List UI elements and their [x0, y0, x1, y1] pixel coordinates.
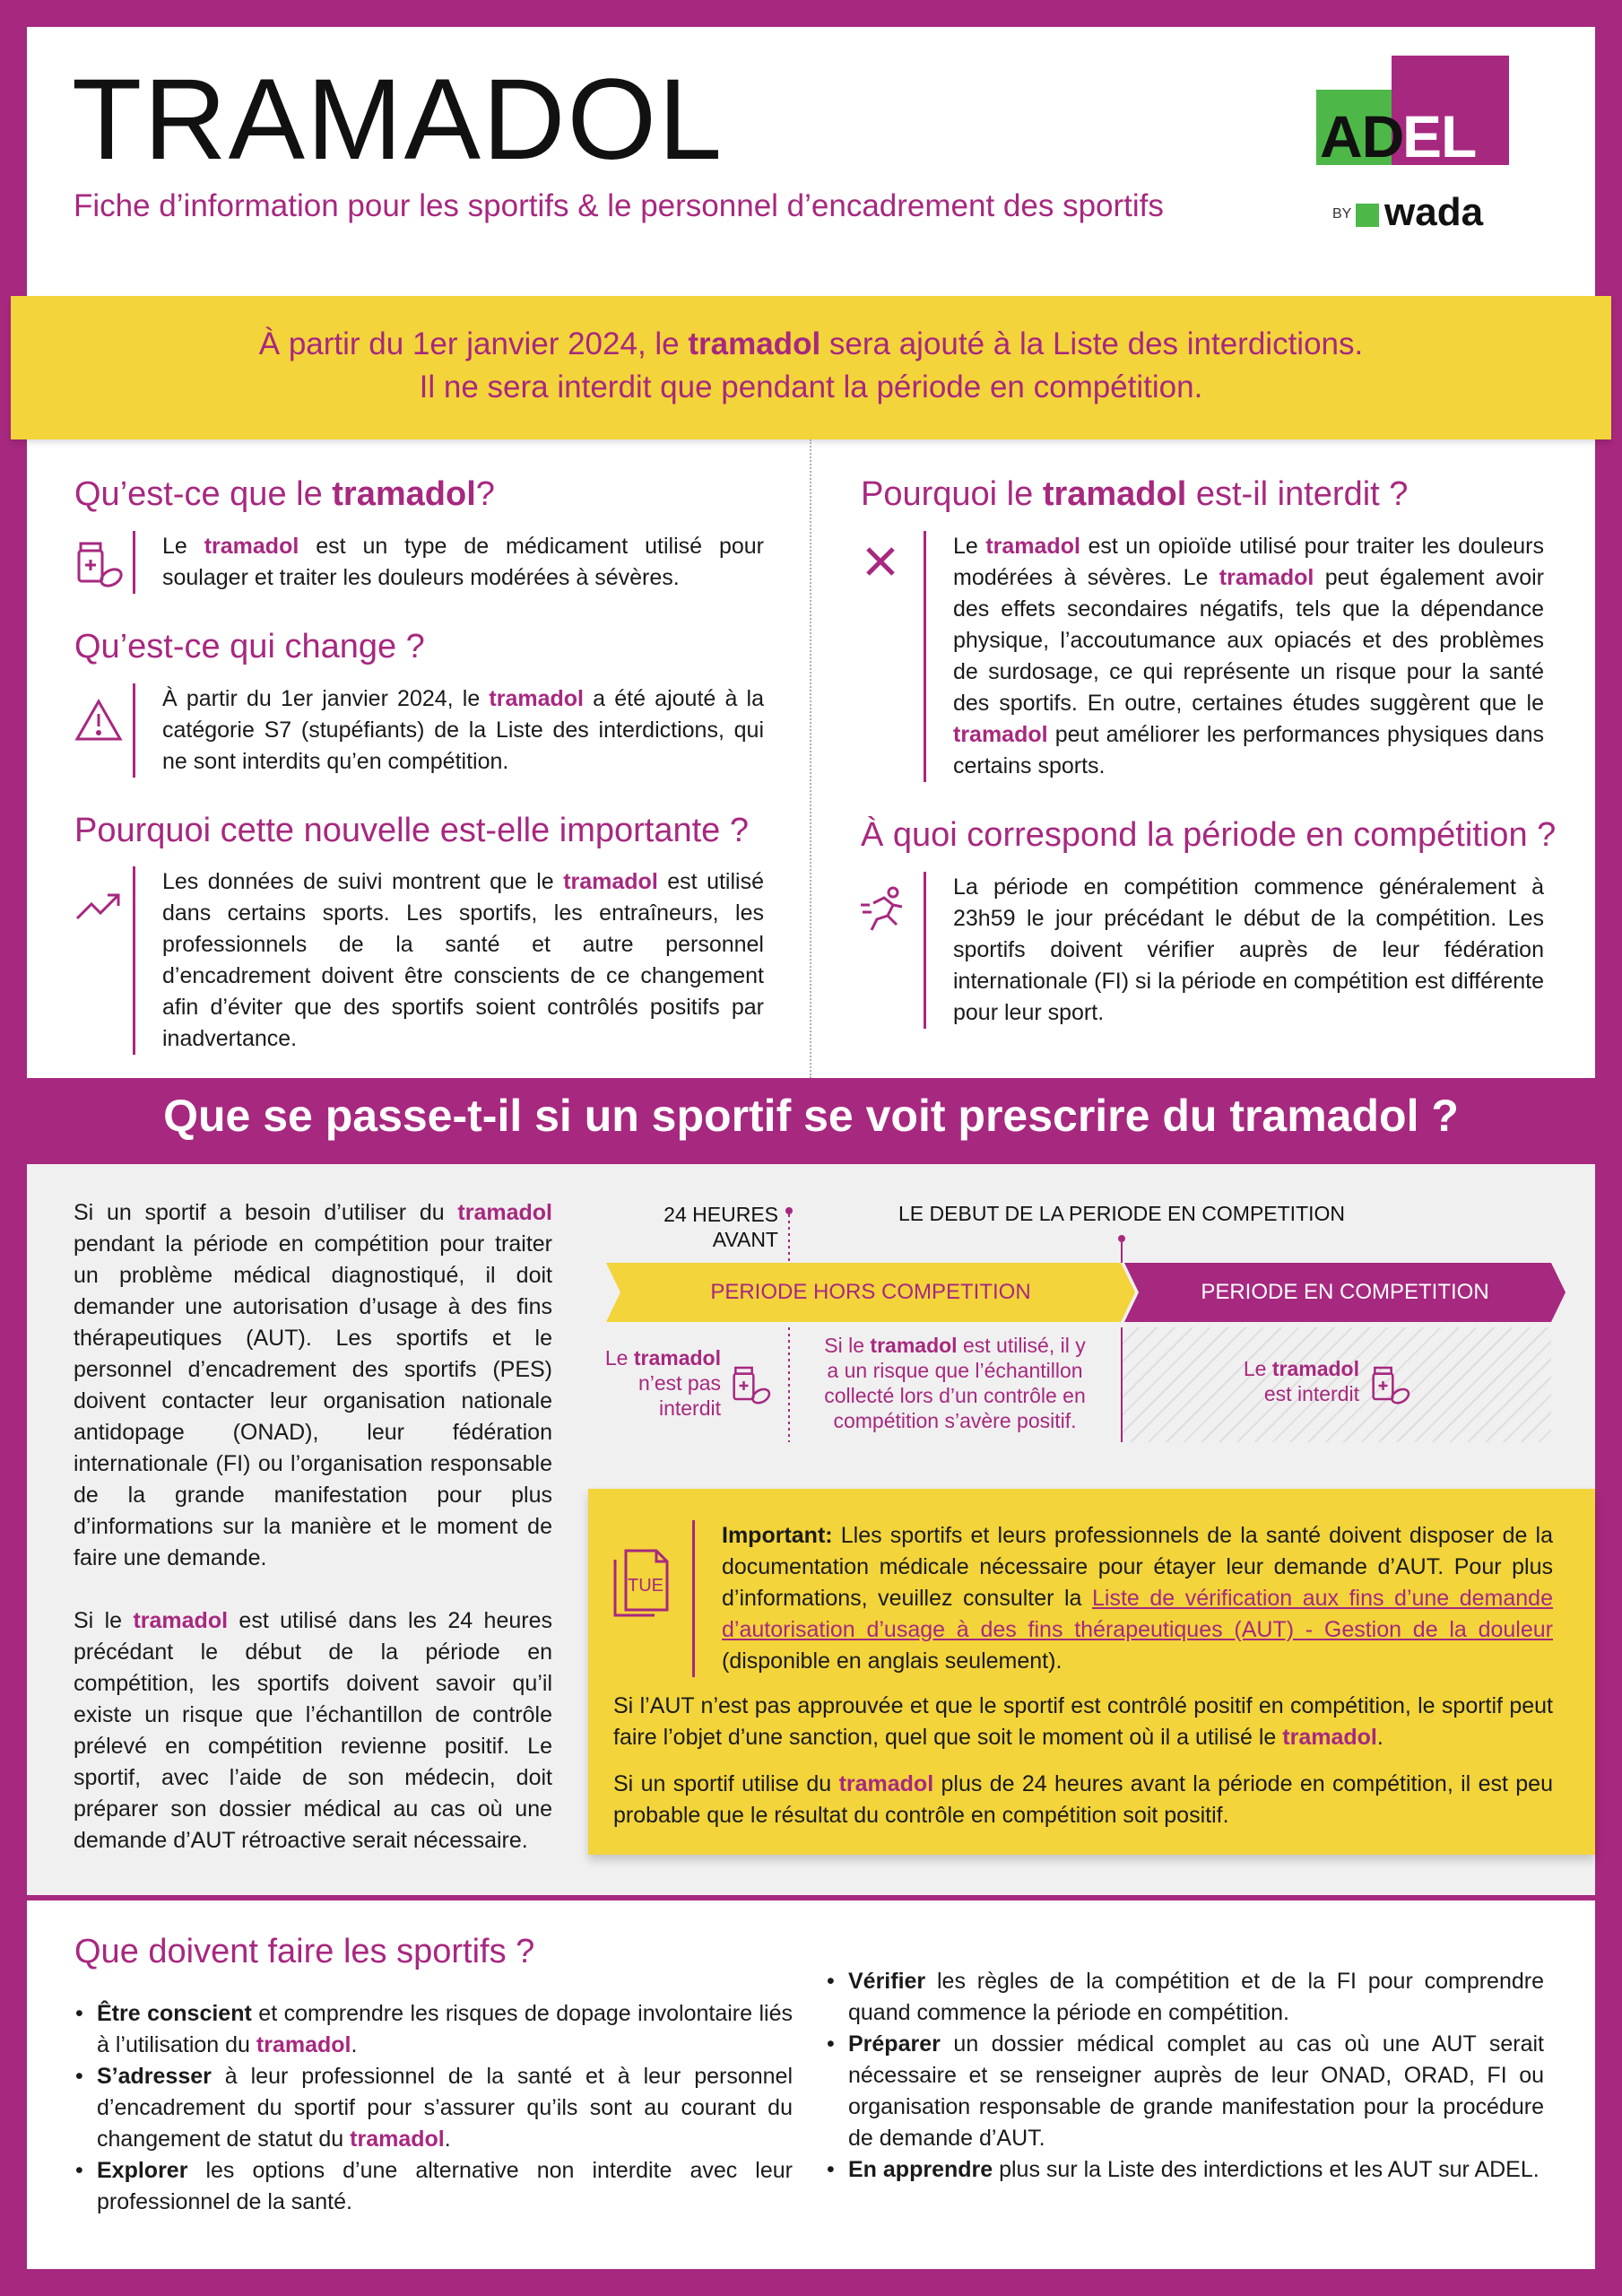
- list-item: • Être conscient et comprendre les risques de dopage involontaire liés à l’utilisation du tramadol.: [74, 1998, 793, 2061]
- list-item: • S’adresser à leur professionnel de la santé et à leur personnel d’encadrement du sportif pour s’assurer qu’ils sont au courant du changement de statut du tramadol.: [74, 2061, 793, 2155]
- note-prohibited: Le tramadol est interdit: [1243, 1357, 1359, 1405]
- marker-start-dot: [1118, 1235, 1125, 1242]
- section-title-period: À quoi correspond la période en compétition ?: [861, 816, 1557, 854]
- prescription-para-1: Si un sportif a besoin d’utiliser du tramadol pendant la période en compétition pour traiter un problème médical diagnostiqué, il doit demander une autorisation d’usage à des fins thérapeutiques (AUT). Les sportifs et le personnel d’encadrement des sportifs (PES) doivent contacter leur organisation nationale antidopage (ONAD), leur fédération internationale (FI) ou l’organisation responsable de la grande manifestation pour plus d’informations sur la manière et le moment de faire une demande.: [74, 1200, 552, 1570]
- important-para-2: Si l’AUT n’est pas approuvée et que le sportif est contrôlé positif en compétition, le sportif peut faire l’objet d’une sanction, quel que soit le moment où il a utilisé le tramadol.: [613, 1693, 1553, 1750]
- in-competition-label: PERIODE EN COMPETITION: [1201, 1280, 1489, 1304]
- logo-by: BY: [1332, 206, 1352, 222]
- section-body-period: La période en compétition commence généralement à 23h59 le jour précédant le début de la compétition. Les sportifs doivent vérifier auprès de leur fédération internationale (FI) si la période en compétition est différente pour leur sport.: [924, 872, 1544, 1029]
- page-subtitle: Fiche d’information pour les sportifs & le personnel d’encadrement des sportifs: [74, 188, 1164, 223]
- section-body-change: À partir du 1er janvier 2024, le tramadol a été ajouté à la catégorie S7 (stupéfiants) de la Liste des interdictions, qui ne sont interdits qu’en compétition.: [133, 683, 764, 778]
- logo-ad: AD: [1320, 103, 1404, 170]
- prescription-title: Que se passe-t-il si un sportif se voit prescrire du tramadol ?: [163, 1091, 1459, 1141]
- section-body-what: Le tramadol est un type de médicament utilisé pour soulager et traiter les douleurs modérées à sévères.: [133, 531, 764, 594]
- logo-el: EL: [1402, 103, 1477, 170]
- actions-list-right: [825, 1966, 1544, 2186]
- logo-wada-text: wada: [1384, 190, 1484, 234]
- actions-title: Que doivent faire les sportifs ?: [74, 1933, 535, 1970]
- list-item: • En apprendre plus sur la Liste des interdictions et les AUT sur ADEL.: [825, 2154, 1544, 2186]
- medicine-icon: [728, 1363, 773, 1408]
- important-main-text: Important: Lles sportifs et leurs professionnels de la santé doivent disposer de la documentation médicale nécessaire pour étayer leur demande d’AUT. Pour plus d’informations, veuillez consulter la Liste de vérification aux fins d’une demande d’autorisation d’usage à des fins thérapeutiques (AUT) - Gestion de la douleur (disponible en anglais seulement).: [692, 1520, 1553, 1677]
- section-body-important: Les données de suivi montrent que le tramadol est utilisé dans certains sports. Les sportifs, les entraîneurs, les professionnels de la santé et autre personnel d’encadrement doivent être conscients de ce changement afin d’éviter que des sportifs soient contrôlés positifs par inadvertance.: [133, 866, 764, 1055]
- section-title-important: Pourquoi cette nouvelle est-elle importante ?: [74, 812, 750, 849]
- section-title-what: Qu’est-ce que le tramadol?: [74, 475, 495, 513]
- note-risk: Si le tramadol est utilisé, il y a un risque que l’échantillon collecté lors d’un contrôle en compétition s’avère positif.: [824, 1334, 1086, 1432]
- tue-label: TUE: [628, 1576, 664, 1596]
- list-item: • Vérifier les règles de la compétition et de la FI pour comprendre quand commence la période en compétition.: [825, 1966, 1544, 2029]
- section-title-change: Qu’est-ce qui change ?: [74, 628, 425, 665]
- list-item: • Explorer les options d’une alternative non interdite avec leur professionnel de la santé.: [74, 2155, 793, 2218]
- actions-list-left: [74, 1998, 793, 2218]
- marker-24h-label: 24 HEURES AVANT: [664, 1203, 778, 1251]
- medicine-icon: [1367, 1363, 1412, 1408]
- banner-line-1: À partir du 1er janvier 2024, le tramadol sera ajouté à la Liste des interdictions.: [258, 326, 1364, 361]
- note-not-prohibited: Le tramadol n’est pas interdit: [604, 1346, 721, 1420]
- marker-start-label: LE DEBUT DE LA PERIODE EN COMPETITION: [898, 1202, 1346, 1225]
- marker-24h-dot: [785, 1207, 793, 1214]
- banner-line-2: Il ne sera interdit que pendant la période en compétition.: [419, 370, 1203, 404]
- list-item: • Préparer un dossier médical complet au cas où une AUT serait nécessaire et se renseigner auprès de leur ONAD, ORAD, FI ou organisation responsable de grande manifestation pour la procédure de demande d’AUT.: [825, 2029, 1544, 2154]
- section-body-why: Le tramadol est un opioïde utilisé pour traiter les douleurs modérées à sévères. Le tramadol peut également avoir des effets secondaires négatifs, tels que la dépendance physique, l’accoutumance aux opiacés et des problèmes de surdosage, ce qui représente un risque pour la santé des sportifs. En outre, certaines études suggèrent que le tramadol peut améliorer les performances physiques dans certains sports.: [924, 531, 1544, 782]
- important-para-3: Si un sportif utilise du tramadol plus de 24 heures avant la période en compétition, il est peu probable que le résultat du contrôle en compétition soit positif.: [613, 1771, 1553, 1828]
- page-title: TRAMADOL: [72, 56, 724, 184]
- prescription-para-2: Si le tramadol est utilisé dans les 24 heures précédant le début de la période en compétition, les sportifs doivent savoir qu’il existe un risque que l’échantillon de contrôle prélevé en compétition revienne positif. Le sportif, avec l’aide de son médecin, doit préparer son dossier médical au cas où une demande d’AUT rétroactive serait nécessaire.: [74, 1608, 552, 1853]
- out-competition-label: PERIODE HORS COMPETITION: [710, 1280, 1031, 1304]
- section-title-why: Pourquoi le tramadol est-il interdit ?: [861, 475, 1409, 513]
- tue-checklist-link[interactable]: Liste de vérification aux fins d’une demande d’autorisation d’usage à des fins thérapeutiques (AUT) - Gestion de la douleur: [722, 1586, 1553, 1642]
- document-icon: [610, 1547, 671, 1617]
